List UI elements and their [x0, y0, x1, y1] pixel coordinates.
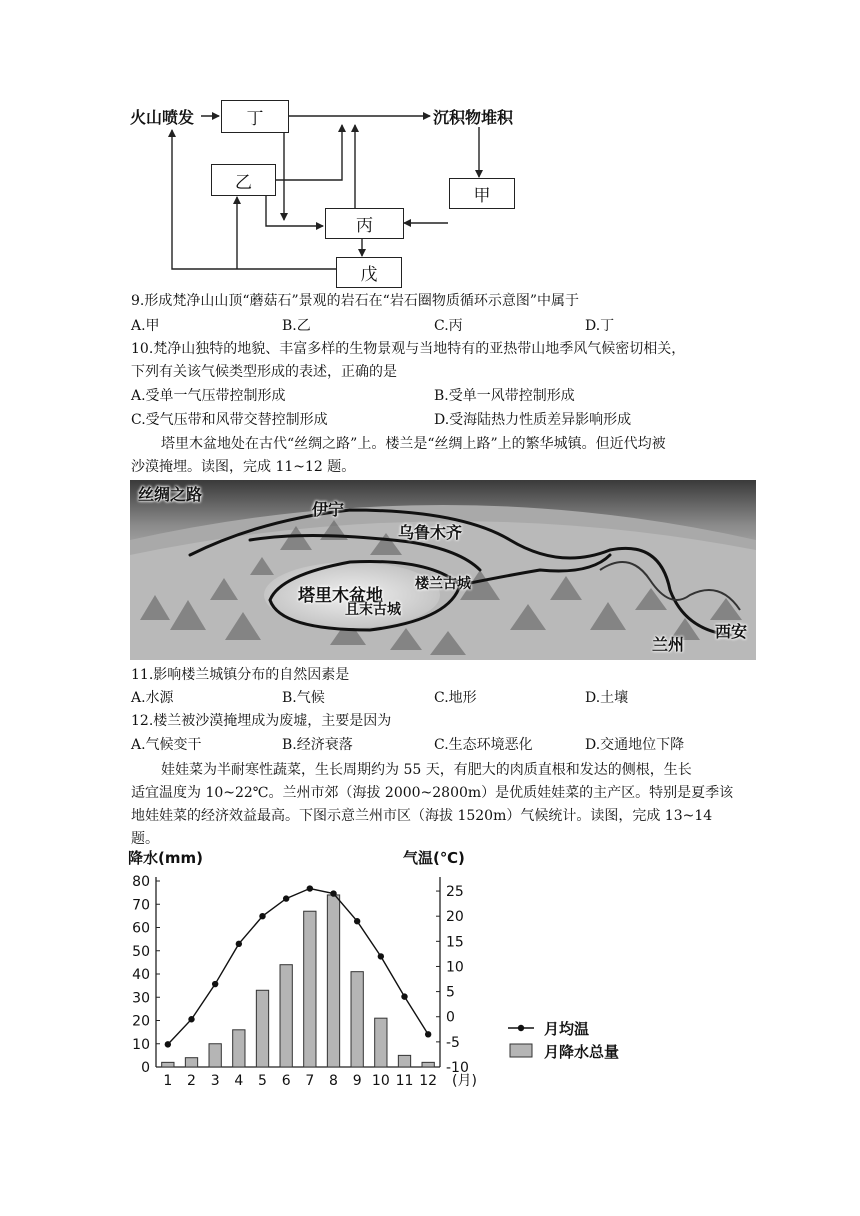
box-wu: 戊	[336, 257, 402, 288]
left-tick-label: 80	[132, 874, 150, 890]
q10-option-c[interactable]: C.受气压带和风带交替控制形成	[131, 412, 328, 428]
x-tick-label: 6	[281, 1073, 291, 1089]
q10-option-a[interactable]: A.受单一气压带控制形成	[131, 388, 286, 404]
rock-cycle-arrows	[0, 0, 860, 300]
x-tick-label: 10	[371, 1073, 390, 1089]
right-tick-label: -5	[446, 1034, 460, 1051]
q12-option-d[interactable]: D.交通地位下降	[585, 737, 685, 753]
right-tick-label: 20	[446, 909, 464, 926]
right-tick-label: 10	[446, 959, 464, 976]
silk-road-map	[130, 480, 756, 660]
precip-bar	[233, 1030, 245, 1067]
legend-bar-swatch	[510, 1044, 532, 1057]
climate-chart	[128, 845, 648, 1105]
right-tick-label: 25	[446, 884, 464, 901]
temperature-line	[168, 889, 428, 1045]
x-tick-label: 4	[234, 1073, 244, 1089]
map-label-qiemo: 且末古城	[345, 602, 401, 618]
q11-option-c[interactable]: C.地形	[434, 690, 477, 706]
temperature-point	[259, 913, 265, 919]
cabbage-intro-line4: 题。	[131, 831, 159, 847]
x-tick-label: 7	[305, 1073, 315, 1089]
map-label-loulan: 楼兰古城	[415, 576, 471, 592]
box-jia: 甲	[449, 178, 515, 209]
precip-bar	[256, 990, 268, 1067]
temperature-point	[307, 885, 313, 891]
map-label-yining: 伊宁	[312, 500, 345, 519]
sediment-label: 沉积物堆积	[433, 108, 514, 127]
temperature-point	[188, 1016, 194, 1022]
temperature-point	[236, 941, 242, 947]
map-label-xian: 西安	[715, 622, 748, 641]
box-yi: 乙	[211, 164, 276, 196]
left-tick-label: 50	[132, 943, 150, 960]
q10-stem-line1: 10.梵净山独特的地貌、丰富多样的生物景观与当地特有的亚热带山地季风气候密切相关，	[131, 341, 686, 357]
legend-temperature: 月均温	[544, 1020, 590, 1038]
temperature-point	[165, 1041, 171, 1047]
precip-bar	[209, 1044, 221, 1067]
precip-bar	[162, 1062, 174, 1067]
precip-bar	[185, 1058, 197, 1067]
q12-stem: 12.楼兰被沙漠掩埋成为废墟，主要是因为	[131, 713, 392, 729]
temperature-point	[212, 981, 218, 987]
temperature-point	[401, 993, 407, 999]
x-tick-label: 12	[419, 1073, 438, 1089]
temperature-point	[425, 1031, 431, 1037]
precip-bar	[398, 1055, 410, 1067]
right-tick-label: 0	[446, 1009, 455, 1026]
precip-bar	[351, 972, 363, 1067]
precip-bar	[375, 1018, 387, 1067]
precip-bar	[422, 1062, 434, 1067]
volcano-label: 火山喷发	[130, 108, 195, 127]
map-label-tarim: 塔里木盆地	[298, 586, 383, 606]
box-bing: 丙	[325, 208, 404, 239]
left-tick-label: 10	[132, 1036, 150, 1053]
left-tick-label: 20	[132, 1013, 150, 1030]
x-tick-label: 1	[163, 1073, 173, 1089]
left-tick-label: 30	[132, 990, 150, 1007]
left-tick-label: 60	[132, 920, 150, 937]
x-tick-label: 8	[329, 1073, 338, 1089]
q9-option-b[interactable]: B.乙	[282, 318, 311, 334]
loulan-intro-line1: 塔里木盆地处在古代“丝绸之路”上。楼兰是“丝绸上路”上的繁华城镇。但近代均被	[161, 436, 666, 452]
box-ding: 丁	[221, 100, 289, 133]
loulan-intro-line2: 沙漠掩埋。读图，完成 11~12 题。	[131, 459, 356, 475]
q9-stem: 9.形成梵净山山顶“蘑菇石”景观的岩石在“岩石圈物质循环示意图”中属于	[131, 293, 579, 309]
cabbage-intro-line3: 地娃娃菜的经济效益最高。下图示意兰州市区（海拔 1520m）气候统计。读图，完成 13~14	[131, 808, 713, 824]
q11-option-d[interactable]: D.土壤	[585, 690, 629, 706]
climate-chart-svg	[128, 845, 648, 1105]
q9-option-c[interactable]: C.丙	[434, 318, 463, 334]
cabbage-intro-line1: 娃娃菜为半耐寒性蔬菜，生长周期约为 55 天，有肥大的肉质直根和发达的侧根，生长	[161, 762, 692, 778]
q12-option-b[interactable]: B.经济衰落	[282, 737, 353, 753]
right-axis-title: 气温(℃)	[403, 849, 465, 867]
q12-option-a[interactable]: A.气候变干	[131, 737, 202, 753]
q10-option-b[interactable]: B.受单一风带控制形成	[434, 388, 575, 404]
temperature-point	[330, 890, 336, 896]
q10-option-d[interactable]: D.受海陆热力性质差异影响形成	[434, 412, 632, 428]
temperature-point	[378, 953, 384, 959]
q10-stem-line2: 下列有关该气候类型形成的表述，正确的是	[131, 364, 397, 380]
left-tick-label: 0	[141, 1060, 150, 1076]
right-tick-label: 15	[446, 934, 464, 951]
map-label-urumqi: 乌鲁木齐	[398, 523, 463, 542]
q11-option-b[interactable]: B.气候	[282, 690, 325, 706]
left-tick-label: 70	[132, 897, 150, 914]
q11-option-a[interactable]: A.水源	[131, 690, 174, 706]
x-axis-unit: (月)	[452, 1073, 477, 1089]
x-tick-label: 5	[258, 1073, 267, 1089]
q9-option-a[interactable]: A.甲	[131, 318, 160, 334]
q9-option-d[interactable]: D.丁	[585, 318, 615, 334]
legend-precip: 月降水总量	[544, 1043, 620, 1061]
precip-bar	[304, 911, 316, 1067]
left-tick-label: 40	[132, 967, 150, 983]
map-label-lanzhou: 兰州	[652, 635, 685, 654]
x-tick-label: 9	[352, 1073, 362, 1089]
map-title: 丝绸之路	[138, 485, 203, 504]
precip-bar	[327, 895, 339, 1067]
temperature-point	[354, 918, 360, 924]
x-tick-label: 2	[187, 1073, 196, 1089]
legend-point-swatch	[518, 1025, 524, 1031]
temperature-point	[283, 895, 289, 901]
x-tick-label: 11	[395, 1073, 414, 1089]
q11-stem: 11.影响楼兰城镇分布的自然因素是	[131, 667, 350, 683]
left-axis-title: 降水(mm)	[128, 849, 203, 867]
right-tick-label: -10	[446, 1060, 469, 1076]
right-tick-label: 5	[446, 984, 455, 1001]
precip-bar	[280, 965, 292, 1067]
x-tick-label: 3	[210, 1073, 220, 1089]
cabbage-intro-line2: 适宜温度为 10~22℃。兰州市郊（海拔 2000~2800m）是优质娃娃菜的主产区。特别是夏季该	[131, 785, 734, 801]
q12-option-c[interactable]: C.生态环境恶化	[434, 737, 533, 753]
